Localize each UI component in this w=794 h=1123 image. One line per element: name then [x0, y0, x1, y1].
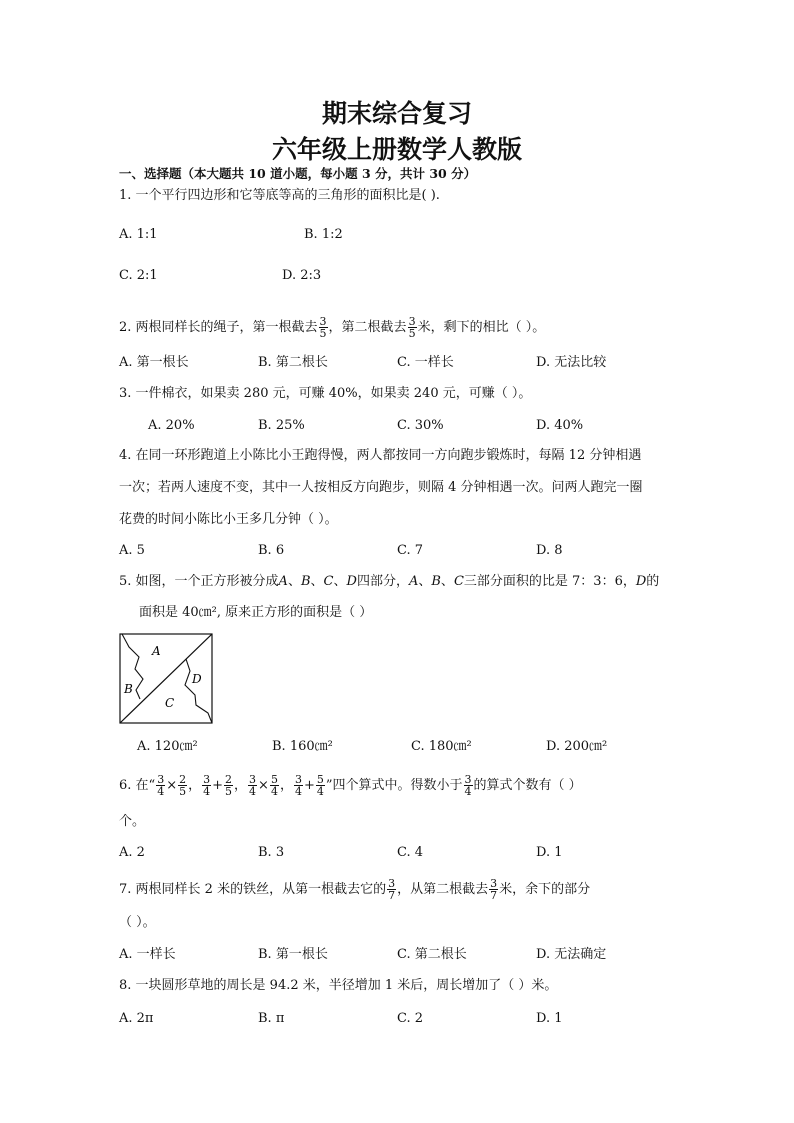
q5-option-c: C. 180㎝²	[411, 739, 472, 754]
square-diagram	[119, 633, 214, 725]
question-7: 7. 两根同样长 2 米的铁丝，从第一根截去它的 $\frac{3}{7}$ ，从第二根截去 $\frac{3}{7}$ 米，余下的部分	[119, 877, 591, 902]
q4-option-b: B. 6	[258, 543, 285, 558]
question-1: 1. 一个平行四边形和它等底等高的三角形的面积比是( ).	[119, 188, 440, 203]
question-6: 6. 在“ $\frac{3}{4}$ × $\frac{2}{5}$ ， $\frac{3}{4}$ + $\frac{2}{5}$ ， $\frac{3}{4}$ × $\frac{5}{4}$ ， $\frac{3}{4}$ + $\frac{5}{4}$ ”四个算式中。得数小于 $\frac{3}{4}$ 的算式个数有（ ）	[119, 773, 582, 798]
q2-option-c: C. 一样长	[397, 355, 454, 370]
q4-option-c: C. 7	[397, 543, 424, 558]
q1-option-a: A. 1:1	[119, 227, 158, 242]
q5-option-b: B. 160㎝²	[272, 739, 333, 754]
q2-prefix: 2. 两根同样长的绳子，第一根截去	[119, 320, 318, 335]
question-4-line-1: 4. 在同一环形跑道上小陈比小王跑得慢，两人都按同一方向跑步锻炼时，每隔 12 分钟相遇	[119, 448, 642, 463]
q7-option-c: C. 第二根长	[397, 947, 467, 962]
q8-option-b: B. π	[258, 1011, 285, 1026]
q3-option-a: A. 20%	[148, 418, 195, 433]
page-title: 期末综合复习	[321, 99, 472, 128]
question-4-line-2: 一次；若两人速度不变，其中一人按相反方向跑步，则隔 4 分钟相遇一次。问两人跑完一圈	[119, 480, 643, 495]
q6-option-b: B. 3	[258, 845, 285, 860]
q8-option-d: D. 1	[536, 1011, 563, 1026]
q5-option-d: D. 200㎝²	[546, 739, 608, 754]
q7-option-b: B. 第一根长	[258, 947, 328, 962]
q5-option-a: A. 120㎝²	[137, 739, 198, 754]
label-b: B	[124, 682, 133, 696]
q4-option-d: D. 8	[536, 543, 563, 558]
label-d: D	[192, 672, 202, 686]
q2-middle: ，第二根截去	[328, 320, 407, 335]
question-6-line-2: 个。	[119, 814, 146, 829]
q3-option-d: D. 40%	[536, 418, 584, 433]
q7-option-a: A. 一样长	[119, 947, 176, 962]
question-3: 3. 一件棉衣，如果卖 280 元，可赚 40%，如果卖 240 元，可赚（ ）。	[119, 386, 532, 401]
q8-option-c: C. 2	[397, 1011, 424, 1026]
question-8: 8. 一块圆形草地的周长是 94.2 米，半径增加 1 米后，周长增加了（ ）米。	[119, 978, 558, 993]
q3-option-b: B. 25%	[258, 418, 305, 433]
q1-option-d: D. 2:3	[282, 268, 322, 283]
q6-option-c: C. 4	[397, 845, 424, 860]
question-5-line-1: 5. 如图，一个正方形被分成A、B、C、D四部分，A、B、C三部分面积的比是 7：3：6，D的	[119, 574, 660, 589]
q1-option-c: C. 2:1	[119, 268, 158, 283]
q2-suffix: 米，剩下的相比（ ）。	[417, 320, 546, 335]
crack-right	[185, 659, 212, 723]
q4-option-a: A. 5	[119, 543, 145, 558]
section-heading: 一、选择题（本大题共 10 道小题，每小题 3 分，共计 30 分）	[119, 166, 477, 181]
q2-fraction-1: $\frac{3}{5}$	[319, 315, 327, 340]
question-5-line-2: 面积是 40㎝², 原来正方形的面积是（ ）	[139, 605, 373, 620]
q2-option-b: B. 第二根长	[258, 355, 328, 370]
q2-option-a: A. 第一根长	[119, 355, 189, 370]
label-a: A	[152, 644, 161, 658]
question-7-line-2: （ ）。	[119, 915, 156, 930]
question-2	[119, 316, 545, 339]
q2-option-d: D. 无法比较	[536, 355, 607, 370]
q7-option-d: D. 无法确定	[536, 947, 607, 962]
q6-option-d: D. 1	[536, 845, 563, 860]
q6-option-a: A. 2	[119, 845, 145, 860]
label-c: C	[165, 696, 175, 710]
question-4-line-3: 花费的时间小陈比小王多几分钟（ ）。	[119, 512, 338, 527]
q2-fraction-2: $\frac{3}{5}$	[408, 315, 416, 340]
q1-option-b: B. 1:2	[304, 227, 343, 242]
q3-option-c: C. 30%	[397, 418, 444, 433]
page-subtitle: 六年级上册数学人教版	[271, 135, 522, 164]
q8-option-a: A. 2π	[119, 1011, 154, 1026]
